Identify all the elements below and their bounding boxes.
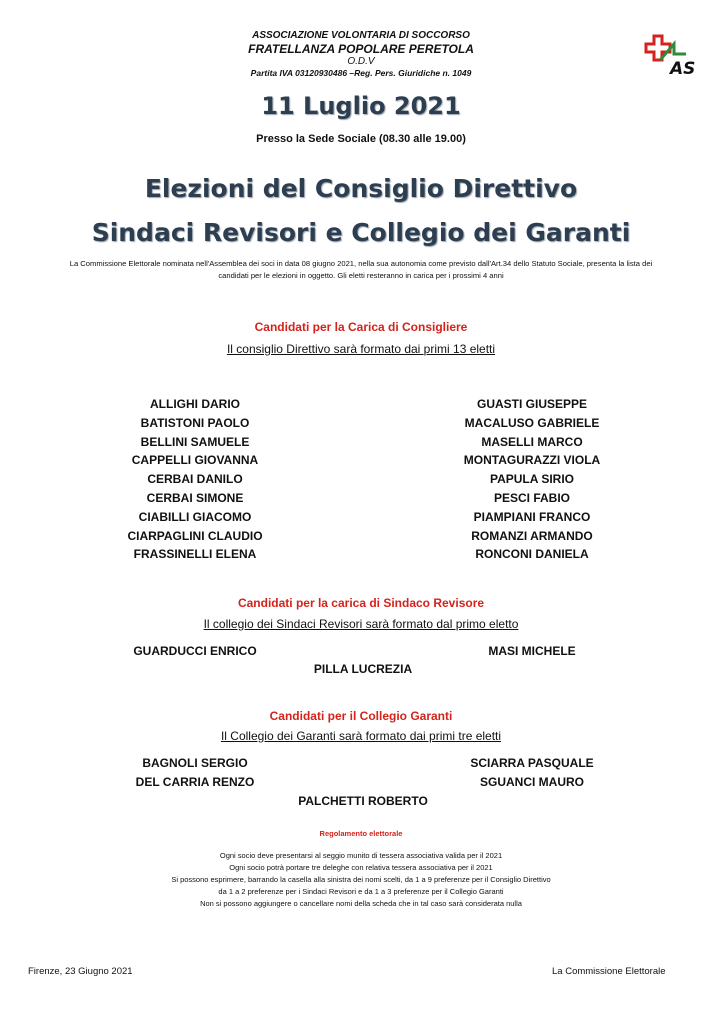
candidate-name: PIAMPIANI FRANCO [473,509,591,524]
sindaci-candidate-right: MASI MICHELE [488,644,576,658]
sindaci-subheading: Il collegio dei Sindaci Revisori sarà formato dal primo eletto [203,617,519,631]
candidate-name: CERBAI SIMONE [146,490,244,505]
candidate-name: DEL CARRIA RENZO [135,775,255,789]
candidate-name: CERBAI DANILO [147,472,243,487]
candidate-name: PESCI FABIO [493,490,570,505]
candidate-name: ROMANZI ARMANDO [471,528,593,543]
association-registration: Partita IVA 03120930486 –Reg. Pers. Giuridiche n. 1049 [250,68,472,78]
footer-signature: La Commissione Elettorale [552,966,666,977]
consiglieri-subheading: Il consiglio Direttivo sarà formato dai primi 13 eletti [226,342,496,356]
garanti-left-list [95,756,295,794]
candidate-name: MONTAGURAZZI VIOLA [463,453,601,468]
consiglieri-heading: Candidati per la Carica di Consigliere [254,320,468,334]
association-logo [640,30,702,78]
election-date: 11 Luglio 2021 [261,92,461,120]
candidate-name: CIARPAGLINI CLAUDIO [127,528,263,543]
garanti-right-list [432,756,632,794]
garanti-candidate-center: PALCHETTI ROBERTO [298,794,428,808]
garanti-heading: Candidati per il Collegio Garanti [269,709,453,723]
regolamento-line: Ogni socio deve presentarsi al seggio munito di tessera associativa valida per il 2021 [219,851,503,860]
garanti-subheading: Il Collegio dei Garanti sarà formato dai primi tre eletti [220,729,502,743]
regolamento-line: da 1 a 2 preferenze per i Sindaci Revisori e da 1 a 3 preferenze per il Collegio Garanti [218,887,504,896]
association-name: FRATELLANZA POPOLARE PERETOLA [248,42,474,56]
consiglieri-left-list [95,397,295,566]
candidate-name: SGUANCI MAURO [480,775,584,789]
logo-cross-icon [640,30,702,78]
candidate-name: CIABILLI GIACOMO [138,509,252,524]
association-odv: O.D.V [347,56,375,67]
regolamento-line: Ogni socio potrà portare tre deleghe con relativa tessera associativa per il 2021 [229,863,493,872]
candidate-name: BELLINI SAMUELE [140,434,250,449]
page-title-line2: Sindaci Revisori e Collegio dei Garanti [91,218,631,247]
candidate-name: BAGNOLI SERGIO [142,756,248,770]
candidate-name: PAPULA SIRIO [489,472,574,487]
candidate-name: RONCONI DANIELA [475,547,589,562]
election-location: Presso la Sede Sociale (08.30 alle 19.00) [256,133,466,145]
candidate-name: FRASSINELLI ELENA [133,547,257,562]
sindaci-candidate-left: GUARDUCCI ENRICO [133,644,257,658]
consiglieri-right-list [432,397,632,566]
regolamento-line: Non si possono aggiungere o cancellare nomi della scheda che in tal caso sarà considerata nulla [200,899,522,908]
intro-text: La Commissione Elettorale nominata nell'Assemblea dei soci in data 08 giugno 2021, nella sua autonomia come previsto dall'Art.34 dello Statuto Sociale, presenta la lista dei candidati per le elezioni in oggetto. Gli eletti resteranno in carica per i prossimi 4 anni [69,259,653,280]
candidate-name: CAPPELLI GIOVANNA [131,453,259,468]
svg-text:AS: AS [670,59,696,78]
candidate-name: BATISTONI PAOLO [140,415,250,430]
candidate-name: GUASTI GIUSEPPE [476,397,588,411]
page-title-line1: Elezioni del Consiglio Direttivo [144,174,578,203]
regolamento-heading: Regolamento elettorale [319,829,403,838]
candidate-name: MASELLI MARCO [481,434,583,449]
association-type: ASSOCIAZIONE VOLONTARIA DI SOCCORSO [252,30,470,41]
regolamento-list [0,850,722,910]
candidate-name: MACALUSO GABRIELE [464,415,600,430]
sindaci-candidate-center: PILLA LUCREZIA [313,662,413,676]
footer-date: Firenze, 23 Giugno 2021 [28,966,133,977]
candidate-name: ALLIGHI DARIO [150,397,240,411]
regolamento-line: Si possono esprimere, barrando la casella alla sinistra dei nomi scelti, da 1 a 9 preferenze per il Consiglio Direttivo [171,875,551,884]
sindaci-heading: Candidati per la carica di Sindaco Revisore [237,596,485,610]
candidate-name: SCIARRA PASQUALE [470,756,594,770]
